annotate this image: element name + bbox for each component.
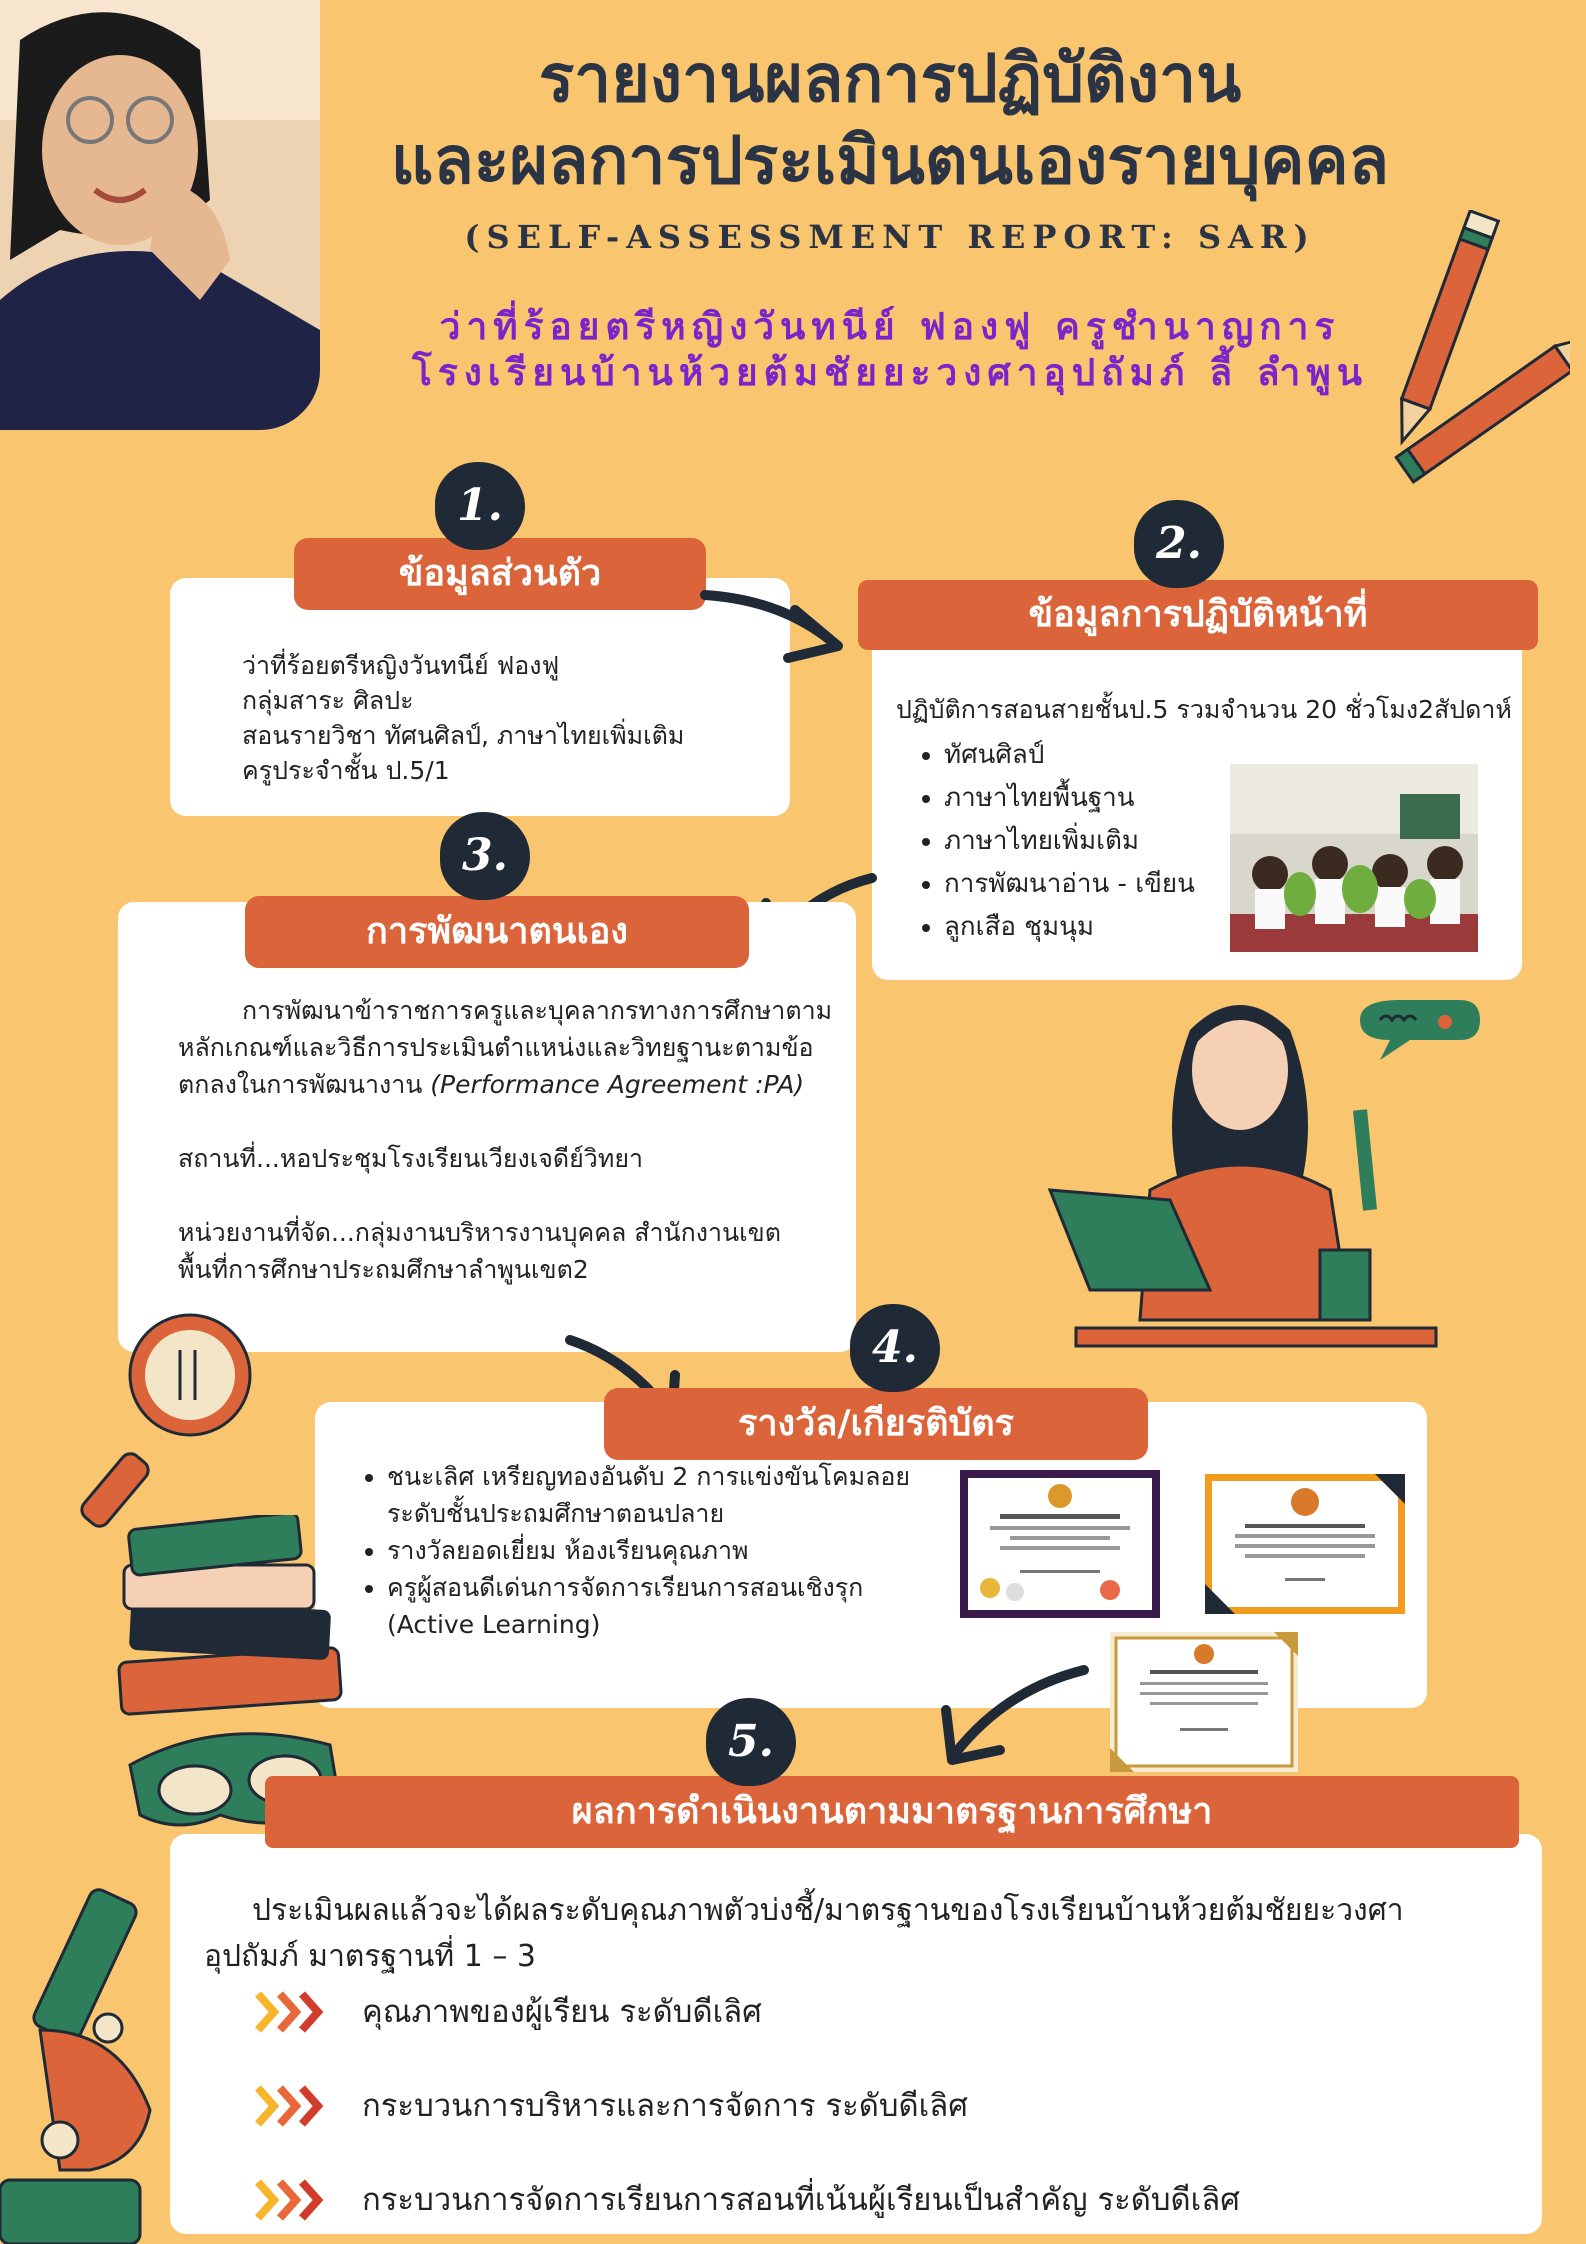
personal-info-card [170, 578, 790, 816]
chevron-arrows-icon [254, 1988, 330, 2036]
info-line: ครูประจำชั้น ป.5/1 [242, 756, 450, 785]
dev-organizer-line: พื้นที่การศึกษาประถมศึกษาลำพูนเขต2 [178, 1255, 589, 1284]
certificate-image [1205, 1474, 1405, 1614]
self-development-card [118, 902, 856, 1352]
section5-number-badge: 5. [706, 1698, 796, 1786]
teacher-photo [0, 0, 320, 430]
award-text: ระดับชั้นประถมศึกษาตอนปลาย [387, 1499, 725, 1528]
list-item [254, 2076, 1240, 2136]
section4-number-badge: 4. [850, 1304, 940, 1392]
chevron-arrows-icon [254, 2176, 330, 2224]
magnifier-icon [80, 1310, 260, 1540]
duty-intro: ปฏิบัติการสอนสายชั้นป.5 รวมจำนวน 20 ชั่วโมง2สัปดาห์ [896, 695, 1512, 724]
teacher-illustration [1040, 990, 1500, 1360]
certificate-image [960, 1470, 1160, 1618]
list-item [387, 1569, 987, 1643]
list-item: • รางวัลยอดเยี่ยม ห้องเรียนคุณภาพ [387, 1532, 987, 1569]
standards-list [254, 1982, 1240, 2230]
standards-intro-line: ประเมินผลแล้วจะได้ผลระดับคุณภาพตัวบ่งชี้/มาตรฐานของโรงเรียนบ้านห้วยต้มชัยยะวงศา [252, 1893, 1404, 1928]
section3-number-badge: 3. [440, 812, 530, 900]
arrow-icon [700, 580, 850, 670]
standards-card [170, 1834, 1542, 2234]
section1-number-badge: 1. [435, 462, 525, 550]
report-title [300, 38, 1480, 202]
list-item: • การพัฒนาอ่าน - เขียน [944, 863, 1195, 906]
standards-intro-line: อุปถัมภ์ มาตรฐานที่ 1 – 3 [204, 1939, 536, 1974]
byline-line-2: โรงเรียนบ้านห้วยต้มชัยยะวงศาอุปถัมภ์ ลี้ ลำพูน [411, 351, 1369, 394]
byline-line-1: ว่าที่ร้อยตรีหญิงวันทนีย์ ฟองฟู ครูชำนาญการ [439, 305, 1341, 348]
standard-text: คุณภาพของผู้เรียน ระดับดีเลิศ [362, 1993, 762, 2030]
duty-subject-list [914, 734, 1195, 949]
list-item [254, 2170, 1240, 2230]
dev-paragraph-line: หลักเกณฑ์และวิธีการประเมินตำแหน่งและวิทยฐานะตามข้อ [178, 1033, 814, 1062]
info-line: สอนรายวิชา ทัศนศิลป์, ภาษาไทยเพิ่มเติม [242, 721, 685, 750]
section3-banner: การพัฒนาตนเอง [245, 896, 749, 968]
title-line-1: รายงานผลการปฏิบัติงาน [538, 40, 1242, 117]
report-subtitle: (SELF-ASSESSMENT REPORT: SAR) [464, 218, 1316, 256]
author-byline [300, 304, 1480, 396]
awards-list [357, 1458, 987, 1643]
certificate-image [1110, 1632, 1298, 1772]
section2-banner: ข้อมูลการปฏิบัติหน้าที่ [858, 580, 1538, 650]
dev-paragraph-text: ตกลงในการพัฒนางาน [178, 1070, 431, 1099]
standard-text: กระบวนการจัดการเรียนการสอนที่เน้นผู้เรียนเป็นสำคัญ ระดับดีเลิศ [362, 2181, 1240, 2218]
title-line-2: และผลการประเมินตนเองรายบุคคล [390, 122, 1390, 199]
info-line: ว่าที่ร้อยตรีหญิงวันทนีย์ ฟองฟู [242, 651, 560, 680]
section4-banner: รางวัล/เกียรติบัตร [604, 1388, 1148, 1460]
standard-text: กระบวนการบริหารและการจัดการ ระดับดีเลิศ [362, 2087, 968, 2124]
award-text: ครูผู้สอนดีเด่นการจัดการเรียนการสอนเชิงรุก [387, 1573, 864, 1602]
list-item: • ทัศนศิลป์ [944, 734, 1195, 777]
chevron-arrows-icon [254, 2082, 330, 2130]
section1-banner: ข้อมูลส่วนตัว [294, 538, 706, 610]
classroom-photo [1230, 764, 1478, 952]
list-item: • ภาษาไทยเพิ่มเติม [944, 820, 1195, 863]
dev-organizer-line: หน่วยงานที่จัด...กลุ่มงานบริหารงานบุคคล สำนักงานเขต [178, 1218, 781, 1247]
pencils-illustration [1390, 210, 1570, 510]
dev-paragraph-line: การพัฒนาข้าราชการครูและบุคลากรทางการศึกษาตาม [242, 996, 833, 1025]
dev-paragraph-line [178, 1066, 868, 1103]
award-text: (Active Learning) [387, 1610, 601, 1639]
duty-info-card [872, 632, 1522, 980]
microscope-icon [0, 1880, 180, 2244]
award-text: ชนะเลิศ เหรียญทองอันดับ 2 การแข่งขันโคมลอย [387, 1462, 911, 1491]
dev-place: สถานที่...หอประชุมโรงเรียนเวียงเจดีย์วิทยา [178, 1144, 644, 1173]
section5-banner: ผลการดำเนินงานตามมาตรฐานการศึกษา [265, 1776, 1519, 1848]
pa-label: (Performance Agreement :PA) [430, 1070, 805, 1099]
list-item: • ภาษาไทยพื้นฐาน [944, 777, 1195, 820]
section2-number-badge: 2. [1134, 500, 1224, 588]
list-item: • ลูกเสือ ชุมนุม [944, 906, 1195, 949]
arrow-icon [924, 1660, 1094, 1770]
list-item [254, 1982, 1240, 2042]
list-item [387, 1458, 987, 1532]
info-line: กลุ่มสาระ ศิลปะ [242, 686, 414, 715]
